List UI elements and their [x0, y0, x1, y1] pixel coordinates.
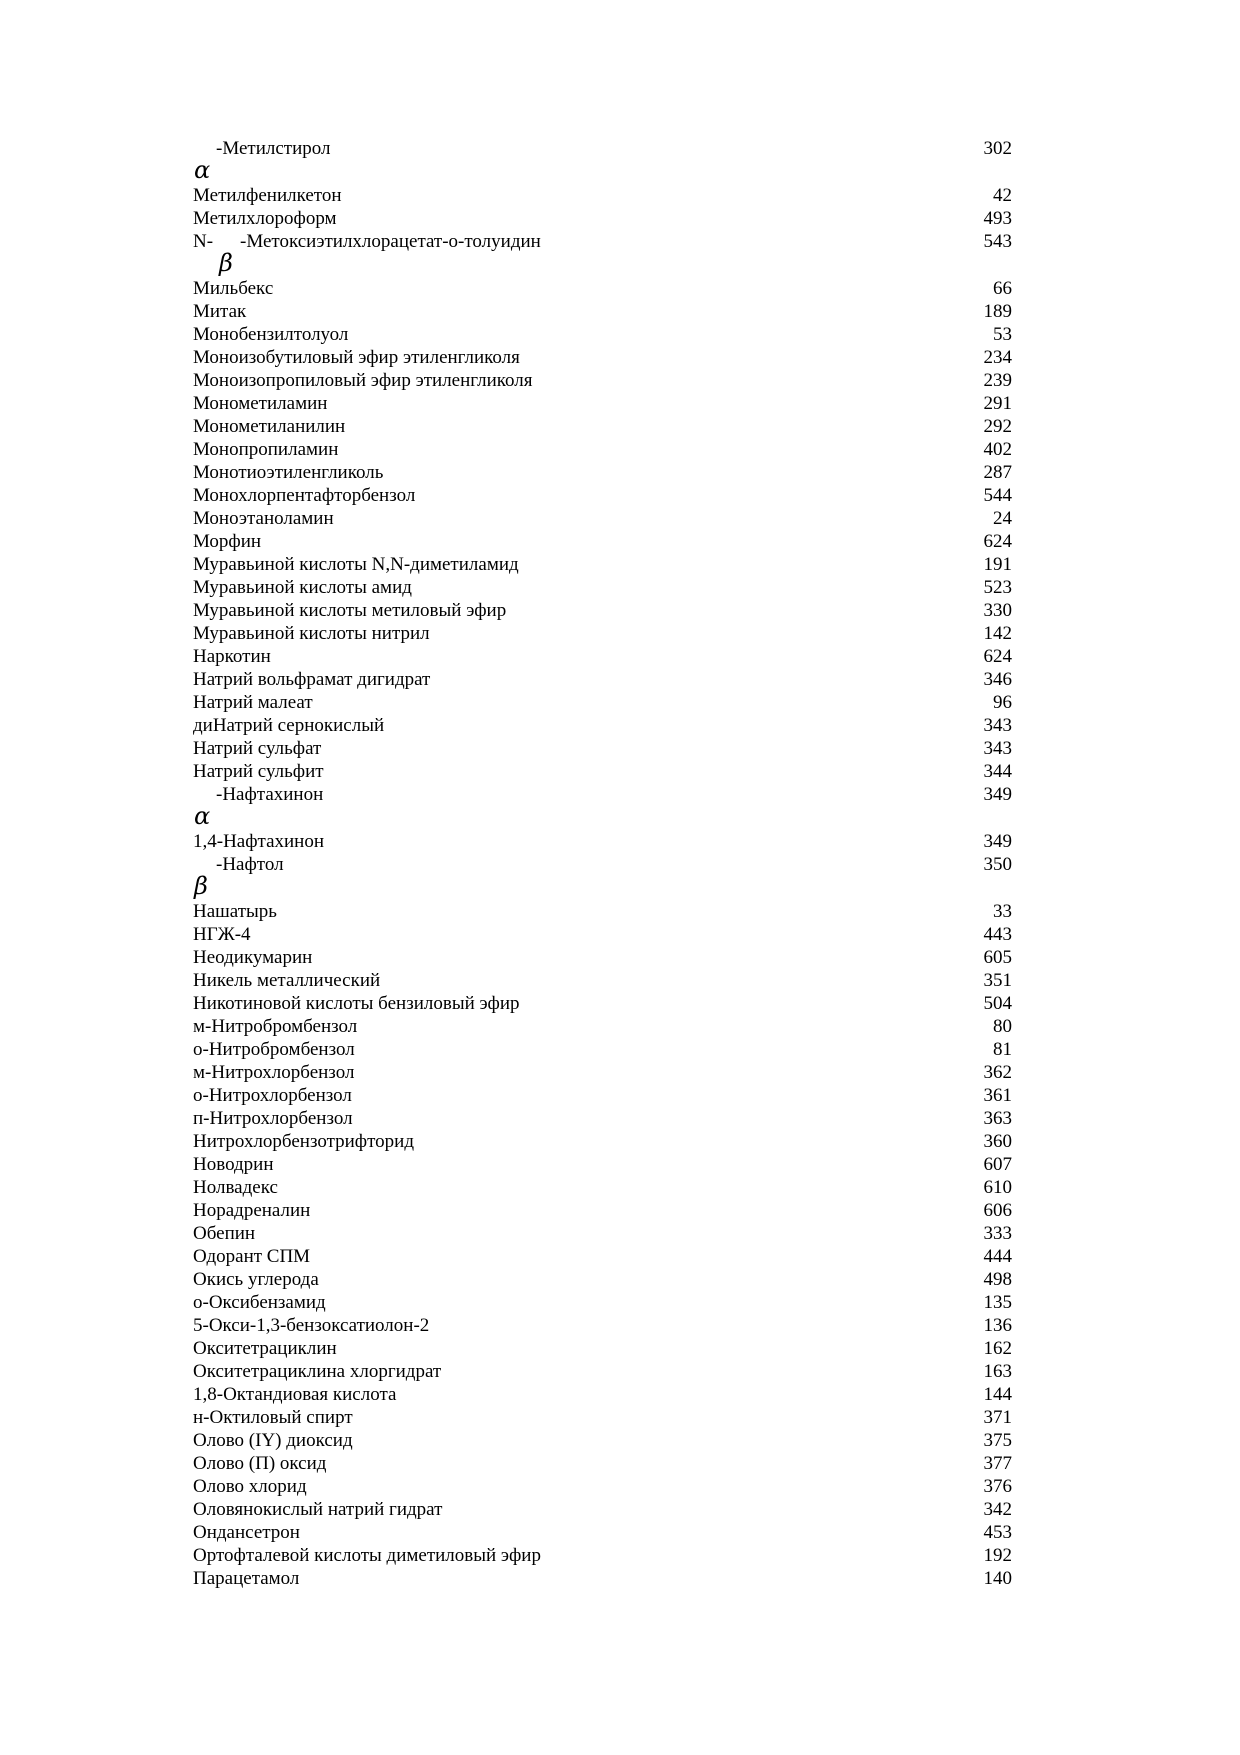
entry-page-number: 239 — [983, 370, 1012, 391]
entry-page-number: 192 — [983, 1545, 1012, 1566]
entry-name: Натрий вольфрамат дигидрат — [193, 669, 431, 690]
index-entry — [0, 1314, 1240, 1337]
entry-page-number: 24 — [993, 508, 1012, 529]
index-entry — [0, 1084, 1240, 1107]
index-entry — [0, 1544, 1240, 1567]
index-entry — [0, 1199, 1240, 1222]
index-entry — [0, 1429, 1240, 1452]
index-entry — [0, 1130, 1240, 1153]
index-entry — [0, 1268, 1240, 1291]
index-entry — [0, 1567, 1240, 1590]
entry-page-number: 605 — [983, 947, 1012, 968]
entry-name: НГЖ-4 — [193, 924, 251, 945]
entry-page-number: 66 — [993, 278, 1012, 299]
entry-name: Парацетамол — [193, 1568, 300, 1589]
entry-page-number: 523 — [983, 577, 1012, 598]
index-entry — [0, 645, 1240, 668]
entry-page-number: 81 — [993, 1039, 1012, 1060]
entry-name: Одорант СПМ — [193, 1246, 311, 1267]
entry-page-number: 351 — [983, 970, 1012, 991]
entry-page-number: 360 — [983, 1131, 1012, 1152]
entry-name: Муравьиной кислоты метиловый эфир — [193, 600, 507, 621]
entry-name: м-Нитробромбензол — [193, 1016, 358, 1037]
entry-page-number: 234 — [983, 347, 1012, 368]
entry-page-number: 363 — [983, 1108, 1012, 1129]
entry-name: -Метилстирол — [216, 138, 331, 159]
entry-name: Муравьиной кислоты нитрил — [193, 623, 430, 644]
entry-name: Олово (IY) диоксид — [193, 1430, 353, 1451]
entry-page-number: 402 — [983, 439, 1012, 460]
entry-name: Моноэтаноламин — [193, 508, 334, 529]
index-entry — [0, 1107, 1240, 1130]
index-entry — [0, 714, 1240, 737]
entry-page-number: 493 — [983, 208, 1012, 229]
index-entry — [0, 900, 1240, 923]
entry-page-number: 342 — [983, 1499, 1012, 1520]
entry-name: Моноизопропиловый эфир этиленгликоля — [193, 370, 533, 391]
entry-page-number: 504 — [983, 993, 1012, 1014]
index-entry — [0, 599, 1240, 622]
index-entry — [0, 691, 1240, 714]
entry-name: Монотиоэтиленгликоль — [193, 462, 384, 483]
entry-page-number: 344 — [983, 761, 1012, 782]
index-entry — [0, 300, 1240, 323]
index-entry — [0, 1291, 1240, 1314]
entry-name: Наркотин — [193, 646, 271, 667]
entry-page-number: 162 — [983, 1338, 1012, 1359]
entry-page-number: 624 — [983, 646, 1012, 667]
entry-page-number: 376 — [983, 1476, 1012, 1497]
entry-page-number: 362 — [983, 1062, 1012, 1083]
index-entry — [0, 969, 1240, 992]
entry-name: Морфин — [193, 531, 262, 552]
entry-name: Монохлорпентафторбензол — [193, 485, 416, 506]
index-entry — [0, 484, 1240, 507]
entry-page-number: 191 — [983, 554, 1012, 575]
beta-symbol: β — [194, 872, 208, 900]
index-entry — [0, 1521, 1240, 1544]
entry-name: Монобензилтолуол — [193, 324, 349, 345]
entry-name: Оловянокислый натрий гидрат — [193, 1499, 443, 1520]
entry-name: Натрий малеат — [193, 692, 313, 713]
index-entry — [0, 1015, 1240, 1038]
index-entry — [0, 1406, 1240, 1429]
entry-page-number: 33 — [993, 901, 1012, 922]
entry-name: Окись углерода — [193, 1269, 319, 1290]
entry-page-number: 53 — [993, 324, 1012, 345]
entry-page-number: 377 — [983, 1453, 1012, 1474]
index-entry — [0, 392, 1240, 415]
entry-name: п-Нитрохлорбензол — [193, 1108, 353, 1129]
entry-name: Никель металлический — [193, 970, 381, 991]
entry-name: Монометиламин — [193, 393, 328, 414]
entry-name: Натрий сульфат — [193, 738, 322, 759]
index-entry — [0, 553, 1240, 576]
entry-name: Олово хлорид — [193, 1476, 307, 1497]
index-entry — [0, 415, 1240, 438]
entry-page-number: 292 — [983, 416, 1012, 437]
entry-page-number: 361 — [983, 1085, 1012, 1106]
index-entry — [0, 1176, 1240, 1199]
index-entry — [0, 1360, 1240, 1383]
index-entry — [0, 461, 1240, 484]
entry-name: Нолвадекс — [193, 1177, 278, 1198]
index-entry — [0, 369, 1240, 392]
entry-name: Окситетрациклина хлоргидрат — [193, 1361, 442, 1382]
entry-page-number: 140 — [983, 1568, 1012, 1589]
entry-name: Новодрин — [193, 1154, 274, 1175]
entry-page-number: 135 — [983, 1292, 1012, 1313]
entry-name: Окситетрациклин — [193, 1338, 337, 1359]
index-entry — [0, 230, 1240, 277]
entry-name: Норадреналин — [193, 1200, 311, 1221]
index-entry — [0, 1038, 1240, 1061]
entry-page-number: 610 — [983, 1177, 1012, 1198]
entry-page-number: 302 — [983, 138, 1012, 159]
entry-name: -Нафтахинон — [216, 784, 324, 805]
index-entry — [0, 1383, 1240, 1406]
entry-name: Мильбекс — [193, 278, 274, 299]
entry-page-number: 136 — [983, 1315, 1012, 1336]
index-entry — [0, 277, 1240, 300]
index-entry — [0, 1222, 1240, 1245]
entry-name: Олово (П) оксид — [193, 1453, 327, 1474]
index-entry — [0, 1452, 1240, 1475]
entry-name: о-Нитрохлорбензол — [193, 1085, 352, 1106]
entry-page-number: 96 — [993, 692, 1012, 713]
entry-name: Моноизобутиловый эфир этиленгликоля — [193, 347, 520, 368]
entry-name: Муравьиной кислоты N,N-диметиламид — [193, 554, 519, 575]
entry-page-number: 371 — [983, 1407, 1012, 1428]
index-entry — [0, 1153, 1240, 1176]
entry-name: диНатрий сернокислый — [193, 715, 385, 736]
entry-page-number: 42 — [993, 185, 1012, 206]
index-entry — [0, 184, 1240, 207]
entry-page-number: 189 — [983, 301, 1012, 322]
entry-name: м-Нитрохлорбензол — [193, 1062, 355, 1083]
index-entry — [0, 830, 1240, 853]
entry-name: Митак — [193, 301, 247, 322]
index-entry — [0, 992, 1240, 1015]
entry-prefix: N- — [193, 231, 214, 252]
entry-page-number: 375 — [983, 1430, 1012, 1451]
entry-name: Метилхлороформ — [193, 208, 337, 229]
index-entry — [0, 507, 1240, 530]
index-entry — [0, 923, 1240, 946]
entry-page-number: 330 — [983, 600, 1012, 621]
entry-page-number: 606 — [983, 1200, 1012, 1221]
index-entry — [0, 207, 1240, 230]
entry-name: Натрий сульфит — [193, 761, 324, 782]
entry-page-number: 333 — [983, 1223, 1012, 1244]
entry-name: 1,4-Нафтахинон — [193, 831, 325, 852]
entry-name: Монометиланилин — [193, 416, 346, 437]
entry-name: Муравьиной кислоты амид — [193, 577, 412, 598]
index-entry — [0, 1475, 1240, 1498]
entry-name: Обепин — [193, 1223, 256, 1244]
index-entry — [0, 137, 1240, 184]
index-entry — [0, 622, 1240, 645]
entry-page-number: 163 — [983, 1361, 1012, 1382]
index-entry — [0, 323, 1240, 346]
index-entry — [0, 853, 1240, 900]
entry-page-number: 350 — [983, 854, 1012, 875]
beta-symbol: β — [219, 249, 233, 277]
entry-page-number: 444 — [983, 1246, 1012, 1267]
entry-page-number: 544 — [983, 485, 1012, 506]
entry-name: -Нафтол — [216, 854, 284, 875]
entry-name: -Метоксиэтилхлорацетат-о-толуидин — [240, 231, 541, 252]
entry-name: Нашатырь — [193, 901, 277, 922]
entry-name: н-Октиловый спирт — [193, 1407, 353, 1428]
entry-page-number: 142 — [983, 623, 1012, 644]
index-entry — [0, 530, 1240, 553]
entry-name: Монопропиламин — [193, 439, 339, 460]
index-entry — [0, 760, 1240, 783]
entry-page-number: 343 — [983, 715, 1012, 736]
entry-name: Нитрохлорбензотрифторид — [193, 1131, 414, 1152]
entry-page-number: 80 — [993, 1016, 1012, 1037]
index-entry — [0, 1061, 1240, 1084]
entry-page-number: 453 — [983, 1522, 1012, 1543]
entry-name: Метилфенилкетон — [193, 185, 342, 206]
alpha-symbol: α — [194, 156, 211, 184]
index-entry — [0, 668, 1240, 691]
entry-page-number: 346 — [983, 669, 1012, 690]
entry-page-number: 343 — [983, 738, 1012, 759]
index-entry — [0, 783, 1240, 830]
entry-name: Ондансетрон — [193, 1522, 300, 1543]
entry-page-number: 349 — [983, 784, 1012, 805]
entry-page-number: 543 — [983, 231, 1012, 252]
index-entry — [0, 1498, 1240, 1521]
entry-name: 5-Окси-1,3-бензоксатиолон-2 — [193, 1315, 430, 1336]
index-entry — [0, 576, 1240, 599]
index-entry — [0, 1245, 1240, 1268]
entry-page-number: 443 — [983, 924, 1012, 945]
entry-page-number: 498 — [983, 1269, 1012, 1290]
entry-page-number: 144 — [983, 1384, 1012, 1405]
index-entry — [0, 346, 1240, 369]
alpha-symbol: α — [194, 802, 211, 830]
entry-name: о-Нитробромбензол — [193, 1039, 355, 1060]
entry-name: о-Оксибензамид — [193, 1292, 326, 1313]
entry-page-number: 287 — [983, 462, 1012, 483]
entry-name: 1,8-Октандиовая кислота — [193, 1384, 397, 1405]
entry-name: Ортофталевой кислоты диметиловый эфир — [193, 1545, 541, 1566]
entry-page-number: 291 — [983, 393, 1012, 414]
entry-page-number: 607 — [983, 1154, 1012, 1175]
entry-page-number: 624 — [983, 531, 1012, 552]
index-entry — [0, 1337, 1240, 1360]
index-entry — [0, 946, 1240, 969]
entry-name: Неодикумарин — [193, 947, 313, 968]
index-entry — [0, 737, 1240, 760]
entry-name: Никотиновой кислоты бензиловый эфир — [193, 993, 520, 1014]
entry-page-number: 349 — [983, 831, 1012, 852]
index-entry — [0, 438, 1240, 461]
